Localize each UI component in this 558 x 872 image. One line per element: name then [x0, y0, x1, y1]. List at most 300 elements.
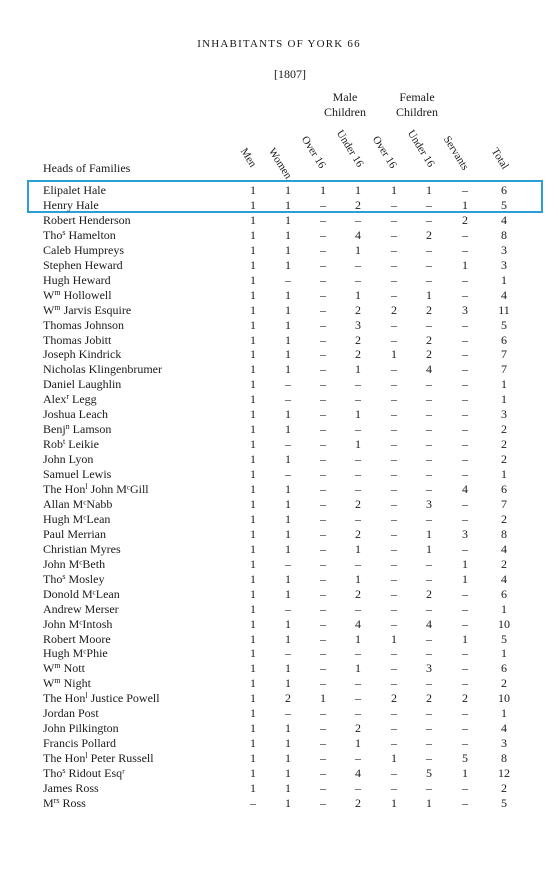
name-text: Francis Pollard [43, 736, 116, 751]
cell-0: 1 [250, 571, 256, 586]
cell-3: – [355, 601, 361, 616]
cell-5: – [426, 646, 432, 661]
cell-1: 1 [285, 676, 291, 691]
name-text: Donold MᶜLean [43, 586, 120, 601]
cell-2: – [320, 511, 326, 526]
cell-6: 2 [462, 212, 468, 227]
cell-0: 1 [250, 482, 256, 496]
name-superscript: t [63, 437, 66, 447]
cell-0: 1 [250, 721, 256, 736]
cell-1: 1 [285, 571, 291, 586]
table-row [0, 587, 558, 602]
column-header-7: Total [488, 146, 511, 172]
cell-5: 2 [426, 332, 432, 347]
cell-6: – [462, 452, 468, 467]
column-header-4: Over 16 [369, 134, 399, 171]
cell-7: 1 [501, 377, 507, 392]
name-text-rest: Jarvis Esquire [60, 302, 132, 317]
cell-7: 2 [501, 676, 507, 691]
cell-2: – [320, 482, 326, 496]
cell-3: 1 [355, 183, 361, 197]
cell-2: – [320, 467, 326, 482]
cell-5: 1 [426, 795, 432, 810]
name-text-rest: Night [60, 676, 91, 691]
name-text: Jordan Post [43, 706, 99, 721]
head-of-family-name [43, 617, 112, 632]
cell-6: – [462, 795, 468, 810]
name-text: John MᶜBeth [43, 556, 106, 571]
cell-3: – [355, 482, 361, 496]
head-of-family-name [43, 736, 116, 751]
name-superscript: s [62, 766, 66, 776]
name-text: Alex [43, 392, 67, 407]
cell-0: 1 [250, 751, 256, 766]
cell-7: 7 [501, 362, 507, 377]
cell-5: – [426, 422, 432, 437]
cell-2: – [320, 736, 326, 751]
cell-0: 1 [250, 526, 256, 541]
head-of-family-name [43, 243, 124, 258]
cell-0: 1 [250, 183, 256, 197]
cell-3: 4 [355, 616, 361, 631]
name-text: Elipalet Hale [43, 183, 106, 197]
cell-6: 4 [462, 482, 468, 496]
cell-7: 10 [498, 616, 510, 631]
cell-7: 5 [501, 631, 507, 646]
table-row [0, 288, 558, 303]
cell-5: 5 [426, 766, 432, 781]
table-row [0, 512, 558, 527]
cell-5: – [426, 317, 432, 332]
name-text: Thomas Johnson [43, 317, 124, 332]
cell-4: – [391, 392, 397, 407]
name-text: James Ross [43, 781, 99, 795]
cell-3: 2 [355, 526, 361, 541]
cell-5: 3 [426, 496, 432, 511]
head-of-family-name [43, 497, 112, 512]
cell-5: – [426, 257, 432, 272]
head-of-family-name [43, 676, 91, 691]
name-superscript: l [85, 482, 88, 491]
head-of-family-name [43, 527, 106, 542]
table-row [0, 676, 558, 691]
cell-0: 1 [250, 272, 256, 287]
cell-3: – [355, 781, 361, 795]
name-text-rest: John MᶜGill [87, 482, 149, 496]
cell-6: – [462, 706, 468, 721]
cell-3: 1 [355, 571, 361, 586]
cell-0: 1 [250, 616, 256, 631]
cell-3: – [355, 646, 361, 661]
cell-5: 1 [426, 287, 432, 302]
cell-6: – [462, 347, 468, 362]
cell-6: – [462, 227, 468, 242]
head-of-family-name [43, 288, 112, 303]
cell-3: – [355, 751, 361, 766]
cell-2: – [320, 766, 326, 781]
cell-4: 1 [391, 795, 397, 810]
name-text: Nicholas Klingenbrumer [43, 362, 162, 377]
cell-1: 1 [285, 197, 291, 212]
cell-6: – [462, 601, 468, 616]
name-text: Allan MᶜNabb [43, 496, 113, 511]
cell-1: 1 [285, 586, 291, 601]
cell-1: 1 [285, 242, 291, 257]
name-text-rest: Legg [69, 392, 97, 407]
cell-2: – [320, 287, 326, 302]
cell-2: – [320, 601, 326, 616]
name-text: The Hon [43, 482, 86, 496]
cell-5: 1 [426, 541, 432, 556]
name-superscript: m [54, 661, 61, 671]
name-text-rest: Mosley [65, 571, 105, 586]
cell-1: 1 [285, 616, 291, 631]
name-superscript: n [65, 422, 70, 432]
name-text: Tho [43, 766, 63, 781]
cell-1: 1 [285, 183, 291, 197]
table-row [0, 482, 558, 497]
head-of-family-name [43, 318, 124, 333]
cell-4: 2 [391, 691, 397, 706]
cell-7: 2 [501, 556, 507, 571]
running-head: INHABITANTS OF YORK 66 [197, 38, 361, 50]
head-of-family-name [43, 213, 131, 228]
cell-4: – [391, 197, 397, 212]
cell-7: 1 [501, 706, 507, 721]
table-row [0, 766, 558, 781]
cell-5: – [426, 601, 432, 616]
cell-1: – [285, 706, 291, 721]
cell-7: 2 [501, 422, 507, 437]
cell-3: – [355, 422, 361, 437]
cell-1: 1 [285, 227, 291, 242]
cell-3: – [355, 377, 361, 392]
cell-1: 1 [285, 257, 291, 272]
cell-4: – [391, 422, 397, 437]
table-row [0, 437, 558, 452]
cell-6: 3 [462, 526, 468, 541]
year-label: [1807] [274, 67, 306, 81]
cell-7: 3 [501, 242, 507, 257]
cell-3: – [355, 511, 361, 526]
cell-6: 1 [462, 556, 468, 571]
cell-6: – [462, 377, 468, 392]
table-row [0, 721, 558, 736]
cell-5: – [426, 242, 432, 257]
cell-4: – [391, 676, 397, 691]
cell-3: – [355, 706, 361, 721]
name-text: W [43, 287, 55, 302]
cell-2: – [320, 586, 326, 601]
table-row [0, 632, 558, 647]
cell-6: – [462, 541, 468, 556]
name-text: John Pilkington [43, 721, 119, 736]
name-superscript: l [85, 751, 88, 761]
table-row [0, 751, 558, 766]
cell-3: – [355, 212, 361, 227]
cell-1: – [285, 272, 291, 287]
cell-5: – [426, 676, 432, 691]
cell-1: 1 [285, 407, 291, 422]
cell-0: 1 [250, 212, 256, 227]
cell-4: – [391, 212, 397, 227]
cell-7: 4 [501, 721, 507, 736]
cell-0: 1 [250, 227, 256, 242]
table-row [0, 497, 558, 512]
head-of-family-name [43, 228, 116, 243]
name-text: Caleb Humpreys [43, 242, 124, 257]
head-of-family-name [43, 183, 106, 198]
table-row [0, 781, 558, 796]
cell-5: – [426, 467, 432, 482]
cell-0: 1 [250, 631, 256, 646]
head-of-family-name [43, 258, 123, 273]
cell-2: – [320, 751, 326, 766]
head-of-family-name [43, 661, 85, 676]
cell-2: – [320, 616, 326, 631]
cell-4: – [391, 272, 397, 287]
cell-3: – [355, 691, 361, 706]
cell-5: – [426, 706, 432, 721]
column-header-0: Men [237, 146, 259, 170]
head-of-family-name [43, 796, 86, 811]
cell-3: 1 [355, 362, 361, 377]
table-row [0, 333, 558, 348]
table-row [0, 796, 558, 811]
column-header-6: Servants [440, 134, 472, 173]
cell-0: 1 [250, 736, 256, 751]
cell-5: 2 [426, 347, 432, 362]
cell-2: – [320, 676, 326, 691]
table-row [0, 706, 558, 721]
cell-2: – [320, 631, 326, 646]
cell-6: – [462, 781, 468, 795]
cell-1: – [285, 437, 291, 452]
cell-0: 1 [250, 646, 256, 661]
head-of-family-name [43, 751, 154, 766]
cell-3: 1 [355, 541, 361, 556]
cell-2: – [320, 452, 326, 467]
cell-1: 1 [285, 781, 291, 795]
name-text: Stephen Heward [43, 257, 123, 272]
cell-6: – [462, 676, 468, 691]
cell-7: 5 [501, 795, 507, 810]
cell-2: – [320, 706, 326, 721]
cell-7: 2 [501, 437, 507, 452]
cell-2: – [320, 302, 326, 317]
cell-3: 4 [355, 227, 361, 242]
cell-1: 1 [285, 736, 291, 751]
cell-3: 1 [355, 661, 361, 676]
cell-3: 4 [355, 766, 361, 781]
cell-2: 1 [320, 691, 326, 706]
cell-6: 1 [462, 257, 468, 272]
head-of-family-name [43, 407, 108, 422]
cell-1: 1 [285, 347, 291, 362]
cell-3: – [355, 676, 361, 691]
cell-1: 1 [285, 317, 291, 332]
cell-6: – [462, 422, 468, 437]
cell-5: – [426, 392, 432, 407]
table-row [0, 557, 558, 572]
cell-3: – [355, 272, 361, 287]
cell-5: – [426, 511, 432, 526]
cell-2: – [320, 646, 326, 661]
cell-0: 1 [250, 392, 256, 407]
head-of-family-name [43, 766, 125, 781]
cell-7: 4 [501, 541, 507, 556]
name-text: W [43, 661, 55, 676]
cell-7: 1 [501, 392, 507, 407]
head-of-family-name [43, 721, 119, 736]
cell-6: – [462, 467, 468, 482]
table-row [0, 467, 558, 482]
cell-4: – [391, 781, 397, 795]
name-text: W [43, 302, 55, 317]
cell-5: – [426, 272, 432, 287]
cell-6: – [462, 736, 468, 751]
cell-5: – [426, 452, 432, 467]
name-text-rest: Ross [59, 795, 86, 810]
name-text-rest: Lamson [69, 422, 112, 437]
table-row [0, 392, 558, 407]
name-text: Robert Moore [43, 631, 111, 646]
cell-4: 1 [391, 183, 397, 197]
cell-7: 4 [501, 287, 507, 302]
cell-6: – [462, 392, 468, 407]
cell-5: 4 [426, 362, 432, 377]
cell-4: – [391, 482, 397, 496]
cell-6: – [462, 661, 468, 676]
cell-5: – [426, 721, 432, 736]
cell-7: 10 [498, 691, 510, 706]
cell-7: 3 [501, 407, 507, 422]
table-row [0, 362, 558, 377]
cell-4: – [391, 227, 397, 242]
head-of-family-name [43, 452, 93, 467]
cell-7: 2 [501, 511, 507, 526]
name-superscript: r [66, 392, 69, 402]
name-text: Hugh MᶜLean [43, 511, 111, 526]
cell-6: – [462, 272, 468, 287]
cell-1: 1 [285, 631, 291, 646]
name-text: Henry Hale [43, 197, 99, 212]
cell-4: – [391, 601, 397, 616]
cell-1: 1 [285, 541, 291, 556]
cell-0: 1 [250, 242, 256, 257]
cell-2: – [320, 661, 326, 676]
cell-0: 1 [250, 766, 256, 781]
cell-2: – [320, 257, 326, 272]
cell-3: – [355, 392, 361, 407]
cell-2: – [320, 795, 326, 810]
cell-7: 3 [501, 257, 507, 272]
cell-6: – [462, 332, 468, 347]
cell-7: 8 [501, 751, 507, 766]
head-of-family-name [43, 512, 110, 527]
name-text: Hugh MᶜPhie [43, 646, 108, 661]
cell-4: – [391, 541, 397, 556]
table-row [0, 303, 558, 318]
female-children-group [388, 90, 446, 120]
cell-0: 1 [250, 541, 256, 556]
cell-6: – [462, 616, 468, 631]
cell-2: – [320, 437, 326, 452]
cell-6: 3 [462, 302, 468, 317]
head-of-family-name [43, 691, 160, 706]
cell-0: 1 [250, 691, 256, 706]
cell-5: 2 [426, 302, 432, 317]
name-text: Samuel Lewis [43, 467, 112, 482]
cell-6: 1 [462, 631, 468, 646]
cell-0: 1 [250, 347, 256, 362]
name-text-rest: Peter Russell [87, 751, 154, 766]
cell-3: – [355, 257, 361, 272]
cell-2: – [320, 526, 326, 541]
cell-0: 1 [250, 781, 256, 795]
cell-1: – [285, 646, 291, 661]
cell-4: 1 [391, 631, 397, 646]
cell-3: 1 [355, 407, 361, 422]
table-row [0, 602, 558, 617]
cell-0: 1 [250, 601, 256, 616]
table-row [0, 258, 558, 273]
cell-1: – [285, 467, 291, 482]
cell-7: 4 [501, 571, 507, 586]
cell-0: 1 [250, 377, 256, 392]
cell-4: 2 [391, 302, 397, 317]
cell-1: 1 [285, 212, 291, 227]
cell-0: 1 [250, 661, 256, 676]
head-of-family-name [43, 377, 121, 392]
table-row [0, 183, 558, 198]
table-row [0, 527, 558, 542]
cell-7: 1 [501, 601, 507, 616]
cell-5: 3 [426, 661, 432, 676]
cell-0: 1 [250, 496, 256, 511]
cell-2: – [320, 781, 326, 795]
cell-3: 2 [355, 586, 361, 601]
cell-3: 2 [355, 332, 361, 347]
cell-7: 5 [501, 197, 507, 212]
cell-0: 1 [250, 257, 256, 272]
name-text-rest: Hollowell [60, 287, 112, 302]
cell-7: 12 [498, 766, 510, 781]
name-text: Joseph Kindrick [43, 347, 122, 362]
cell-5: – [426, 407, 432, 422]
table-row [0, 736, 558, 751]
heads-of-families-header: Heads of Families [43, 161, 131, 175]
cell-2: 1 [320, 183, 326, 197]
cell-4: – [391, 661, 397, 676]
name-text: Thomas Jobitt [43, 332, 112, 347]
cell-1: 1 [285, 526, 291, 541]
cell-2: – [320, 392, 326, 407]
cell-4: – [391, 287, 397, 302]
table-row [0, 691, 558, 706]
cell-7: 2 [501, 452, 507, 467]
cell-0: 1 [250, 302, 256, 317]
name-text: John MᶜIntosh [43, 616, 113, 631]
table-row [0, 213, 558, 228]
table-row [0, 273, 558, 288]
cell-5: – [426, 631, 432, 646]
male-group-line1: Male [332, 90, 358, 104]
cell-0: 1 [250, 332, 256, 347]
name-text: M [43, 795, 54, 810]
cell-0: 1 [250, 422, 256, 437]
column-header-3: Under 16 [333, 128, 366, 170]
